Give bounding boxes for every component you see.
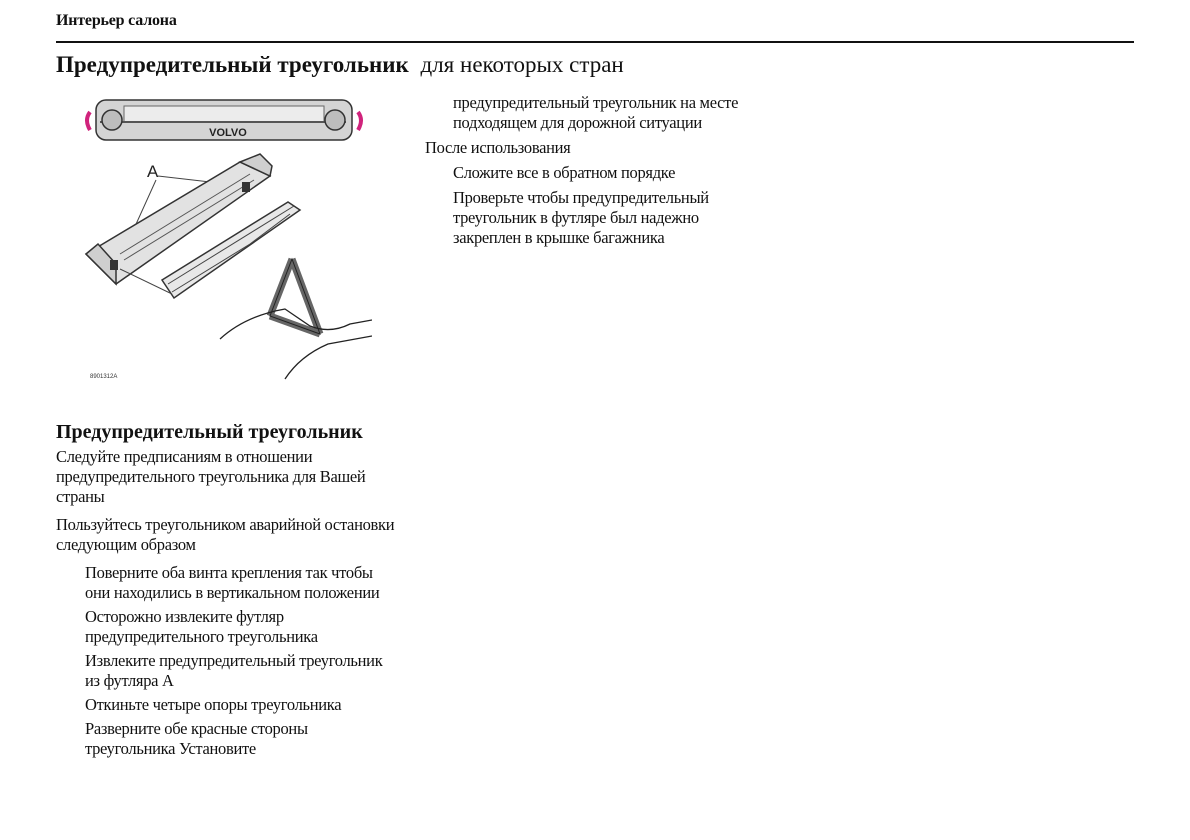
right-column <box>425 93 765 253</box>
rotate-arrow-right-icon <box>358 112 361 130</box>
intro-paragraph: Следуйте предписаниям в отношении предупредительного треугольника для Вашей страны <box>56 447 366 506</box>
step-item: Поверните оба винта крепления так чтобы они находились в вертикальном положении <box>85 563 380 602</box>
continued-step: предупредительный треугольник на месте подходящем для дорожной ситуации <box>453 93 739 132</box>
step-item: Разверните обе красные стороны треугольника Установите <box>85 719 308 758</box>
after-use-heading: После использования <box>425 138 571 157</box>
step-item: Сложите все в обратном порядке <box>453 163 676 182</box>
triangle-case-open <box>86 154 272 284</box>
warning-triangle-illustration <box>80 94 372 384</box>
trunk-lid-case <box>96 100 352 140</box>
deploy-steps-list <box>56 563 396 759</box>
page-title-subtitle: для некоторых стран <box>420 52 624 77</box>
section-header: Интерьер салона <box>56 12 177 29</box>
step-item: Проверьте чтобы предупредительный треугольник в футляре был надежно закреплен в крышке багажника <box>453 188 709 247</box>
step-item: Осторожно извлеките футляр предупредительного треугольника <box>85 607 318 646</box>
figure-code: 8901312A <box>90 374 118 380</box>
step-item: Откиньте четыре опоры треугольника <box>85 695 342 714</box>
step-item: Извлеките предупредительный треугольник из футляра A <box>85 651 383 690</box>
rotate-arrow-left-icon <box>87 112 90 130</box>
section-heading: Предупредительный треугольник <box>56 421 363 443</box>
left-column <box>56 420 396 763</box>
callout-a-label: A <box>147 162 159 181</box>
brand-label: VOLVO <box>209 127 247 139</box>
page-title <box>56 52 624 78</box>
intro-paragraph: Пользуйтесь треугольником аварийной остановки следующим образом <box>56 515 395 554</box>
header-divider <box>56 41 1134 43</box>
page-title-bold: Предупредительный треугольник <box>56 52 409 77</box>
deployed-triangle <box>220 259 372 379</box>
